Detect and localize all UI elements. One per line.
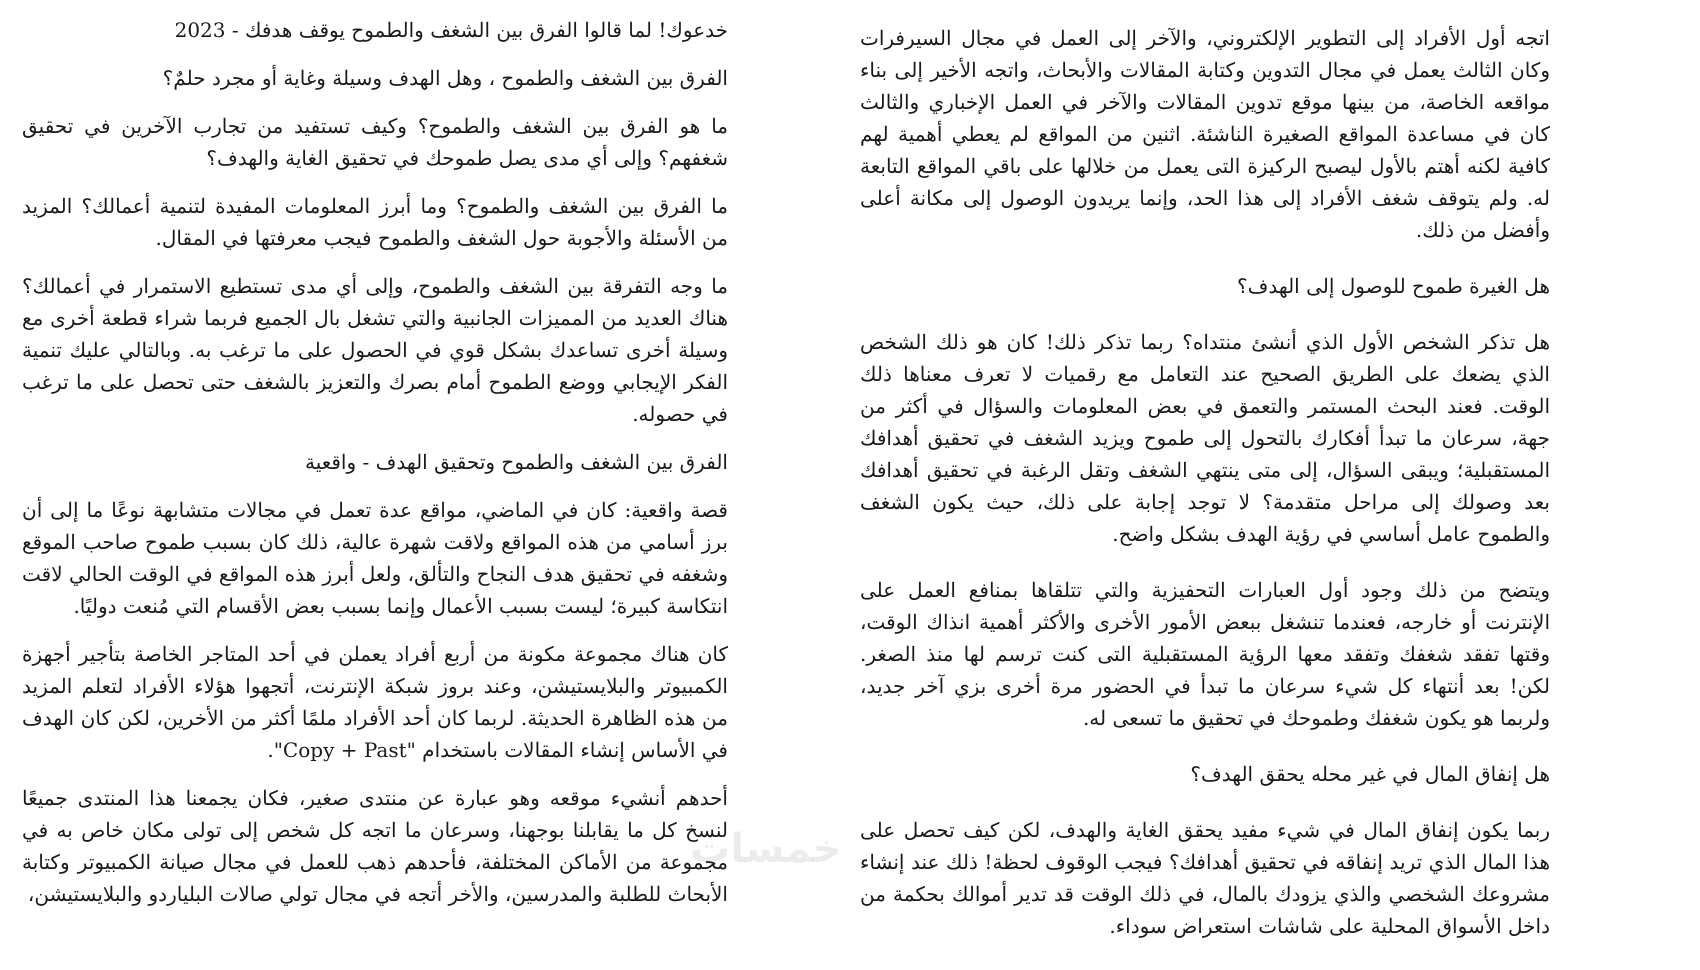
paragraph: اتجه أول الأفراد إلى التطوير الإلكتروني، والآخر إلى العمل في مجال السيرفرات وكان الثالث يعمل في مجال التدوين وكتابة المقالات والأبحاث، واتجه الأخير إلى بناء مواقعه الخاصة، من بينها موقع تدوين المقالات والآخر في العمل الإخباري والثالث كان في مساعدة المواقع الصغيرة الناشئة. اثنين من المواقع لم يعطي أهمية لهم كافية لكنه أهتم بالأول ليصبح الركيزة التى يعمل من خلالها على باقي المواقع التابعة له. ولم يتوقف شغف الأفراد إلى هذا الحد، وإنما يريدون الوصول إلى مكانة أعلى وأفضل من ذلك. — [860, 26, 1550, 242]
paragraph: هل تذكر الشخص الأول الذي أنشئ منتداه؟ ربما تذكر ذلك! كان هو ذلك الشخص الذي يضعك على الطريق الصحيح عند التعامل مع رقميات لا تعرف معناها ذلك الوقت. فعند البحث المستمر والتعمق في بعض المعلومات والسؤال في أكثر من جهة، سرعان ما تبدأ أفكارك بالتحول إلى طموح ويزيد الشغف في تحقيق أهدافك المستقبلية؛ ويبقى السؤال، إلى متى ينتهي الشغف وتقل الرغبة في تحقيق أهدافك بعد وصولك إلى مراحل متقدمة؟ لا توجد إجابة على ذلك، حيث يكون الشغف والطموح عامل أساسي في رؤية الهدف بشكل واضح. — [860, 330, 1550, 546]
paragraph: ويتضح من ذلك وجود أول العبارات التحفيزية والتي تتلقاها بمنافع العمل على الإنترنت أو خارجه، فعندما تنشغل ببعض الأمور الأخرى والأكثر أهمية انذاك الوقت، وقتها تفقد شغفك وتفقد معها الرؤية المستقبلية التى كنت ترسم لها منذ الصغر. لكن! بعد أنتهاء كل شيء سرعان ما تبدأ في الحضور مرة أخرى بزي آخر جديد، ولربما هو يكون شغفك وطموحك في تحقيق ما تسعى له. — [860, 578, 1550, 730]
paragraph: ما الفرق بين الشغف والطموح؟ وما أبرز المعلومات المفيدة لتنمية أعمالك؟ المزيد من الأسئلة والأجوبة حول الشغف والطموح فيجب معرفتها في المقال. — [22, 194, 728, 250]
right-text-column — [860, 0, 1550, 966]
paragraph: ربما يكون إنفاق المال في شيء مفيد يحقق الغاية والهدف، لكن كيف تحصل على هذا المال الذي تريد إنفاقه في تحقيق أهدافك؟ فيجب الوقوف لحظة! ذلك عند إنشاء مشروعك الشخصي والذي يزودك بالمال، في ذلك الوقت قد تدير أموالك بحكمة من داخل الأسواق المحلية على شاشات استعراض سوداء. — [860, 818, 1550, 938]
paragraph: ما وجه التفرقة بين الشغف والطموح، وإلى أي مدى تستطيع الاستمرار في أعمالك؟ هناك العديد من المميزات الجانبية والتي تشغل بال الجميع فربما شراء قطعة أخرى مع وسيلة أخرى تساعدك بشكل قوي في الحصول على ما ترغب به. وبالتالي عليك تنمية الفكر الإيجابي ووضع الطموح أمام بصرك والتعزيز بالشغف حتى تحصل على ما ترغب في حصوله. — [22, 274, 728, 426]
section-heading: الفرق بين الشغف والطموح وتحقيق الهدف - واقعية — [304, 450, 728, 474]
watermark-logo: خمسات — [690, 826, 842, 872]
section-heading: هل إنفاق المال في غير محله يحقق الهدف؟ — [1190, 762, 1550, 786]
article-subtitle: الفرق بين الشغف والطموح ، وهل الهدف وسيلة وغاية أو مجرد حلمٌ؟ — [162, 66, 728, 90]
left-text-column — [22, 0, 728, 926]
paragraph: ما هو الفرق بين الشغف والطموح؟ وكيف تستفيد من تجارب الآخرين في تحقيق شغفهم؟ وإلى أي مدى يصل طموحك في تحقيق الغاية والهدف؟ — [22, 114, 728, 170]
paragraph: كان هناك مجموعة مكونة من أربع أفراد يعملن في أحد المتاجر الخاصة بتأجير أجهزة الكمبيوتر والبلايستيشن، وعند بروز شبكة الإنترنت، أتجهوا هؤلاء الأفراد لتعلم المزيد من هذه الظاهرة الحديثة. لربما كان أحد الأفراد ملمًا أكثر من الأخرين، لكن كان الهدف في الأساس إنشاء المقالات باستخدام "Copy + Past". — [22, 642, 728, 762]
article-title: خدعوك! لما قالوا الفرق بين الشغف والطموح يوقف هدفك - 2023 — [174, 18, 728, 42]
section-heading: هل الغيرة طموح للوصول إلى الهدف؟ — [1237, 274, 1550, 298]
paragraph: قصة واقعية: كان في الماضي، مواقع عدة تعمل في مجالات متشابهة نوعًا ما إلى أن برز أسامي من هذه المواقع ولاقت شهرة عالية، ذلك كان بسبب طموح صاحب الموقع وشغفه في تحقيق هدف النجاح والتألق، ولعل أبرز هذه المواقع في الوقت الحالي لاقت انتكاسة كبيرة؛ ليست بسبب الأعمال وإنما بسبب بعض الأقسام التي مُنعت دوليًا. — [22, 498, 729, 618]
paragraph: أحدهم أنشيء موقعه وهو عبارة عن منتدى صغير، فكان يجمعنا هذا المنتدى جميعًا لنسخ كل ما يقابلنا بوجهنا، وسرعان ما اتجه كل شخص إلى تولى مكان خاص به في مجموعة من الأماكن المختلفة، فأحدهم ذهب للعمل في مجال صيانة الكمبيوتر وكتابة الأبحاث للطلبة والمدرسين، والأخر أتجه في مجال تولي صالات البلياردو والبلايستيشن، — [22, 786, 728, 906]
